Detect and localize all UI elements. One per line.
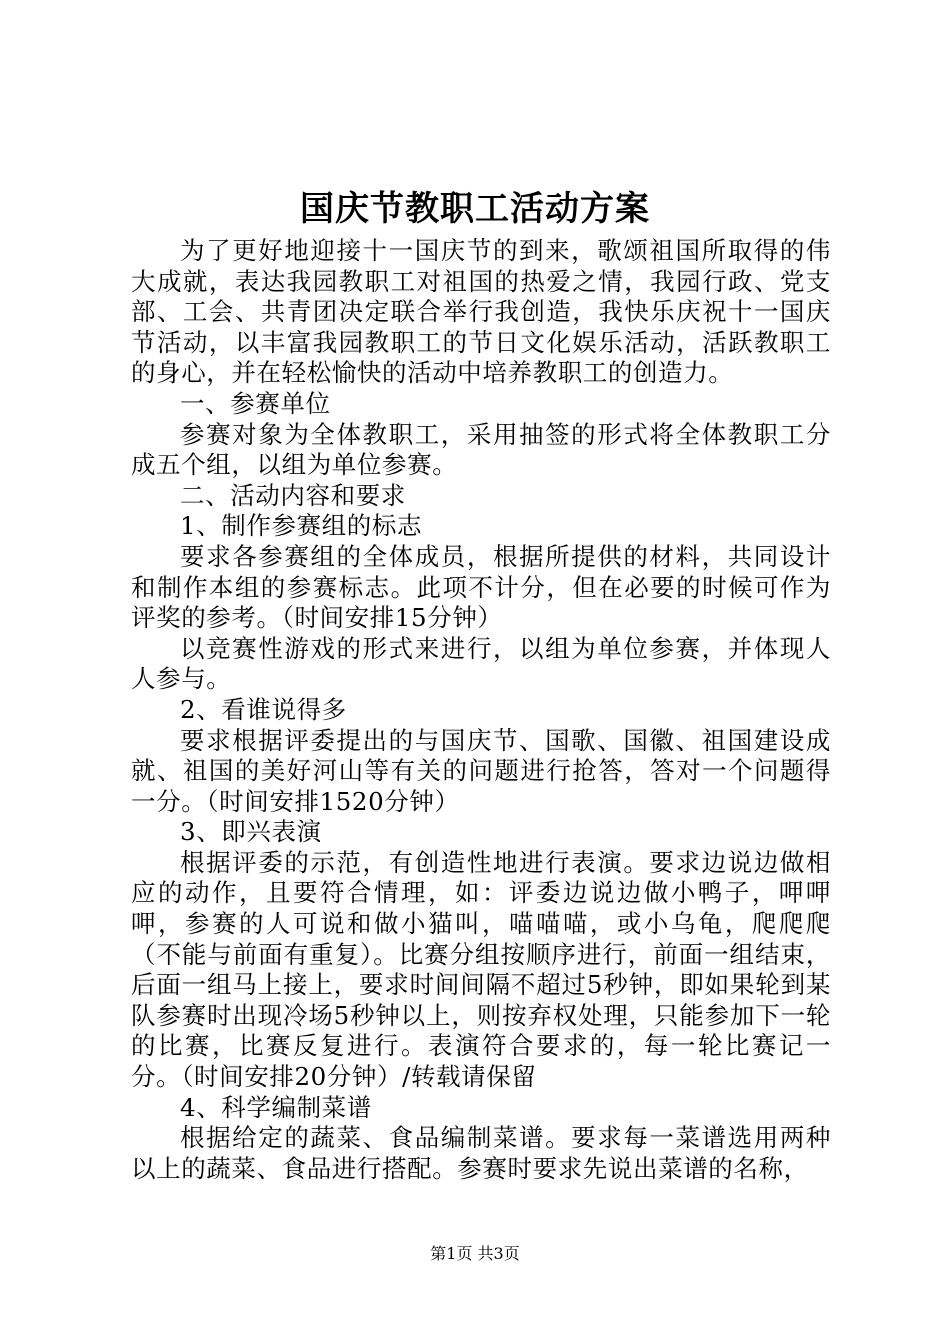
- page-footer: 第1页 共3页: [430, 1244, 520, 1263]
- paragraph-performance: 根据评委的示范，有创造性地进行表演。要求边说边做相应的动作，且要符合情理，如：评委边说边做小鸭子，呷呷呷，参赛的人可说和做小猫叫，喵喵喵，或小乌龟，爬爬爬（不能与前面有重复）。比赛分组按顺序进行，前面一组结束，后面一组马上接上，要求时间间隔不超过5秒钟，即如果轮到某队参赛时出现冷场5秒钟以上，则按弃权处理，只能参加下一轮的比赛，比赛反复进行。表演符合要求的，每一轮比赛记一分。（时间安排20分钟）/转载请保留: [131, 847, 831, 1092]
- section-heading-participants: 一、参赛单位: [180, 388, 331, 418]
- item-heading-quiz: 2、看谁说得多: [180, 694, 347, 724]
- item-heading-logo: 1、制作参赛组的标志: [180, 511, 423, 541]
- item-heading-performance: 3、即兴表演: [180, 817, 322, 847]
- section-heading-content: 二、活动内容和要求: [180, 480, 406, 510]
- document-title: 国庆节教职工活动方案: [300, 189, 650, 229]
- paragraph-game-format: 以竞赛性游戏的形式来进行，以组为单位参赛，并体现人人参与。: [131, 633, 831, 694]
- paragraph-intro: 为了更好地迎接十一国庆节的到来，歌颂祖国所取得的伟大成就，表达我园教职工对祖国的热爱之情，我园行政、党支部、工会、共青团决定联合举行我创造，我快乐庆祝十一国庆节活动，以丰富我园教职工的节日文化娱乐活动，活跃教职工的身心，并在轻松愉快的活动中培养教职工的创造力。: [131, 236, 831, 388]
- item-heading-menu: 4、科学编制菜谱: [180, 1092, 372, 1122]
- paragraph-quiz: 要求根据评委提出的与国庆节、国歌、国徽、祖国建设成就、祖国的美好河山等有关的问题进行抢答，答对一个问题得一分。（时间安排1520分钟）: [131, 725, 831, 816]
- paragraph-participants: 参赛对象为全体教职工，采用抽签的形式将全体教职工分成五个组，以组为单位参赛。: [131, 419, 831, 480]
- paragraph-menu: 根据给定的蔬菜、食品编制菜谱。要求每一菜谱选用两种以上的蔬菜、食品进行搭配。参赛时要求先说出菜谱的名称，: [131, 1123, 831, 1183]
- document-body: [131, 236, 831, 1184]
- paragraph-logo: 要求各参赛组的全体成员，根据所提供的材料，共同设计和制作本组的参赛标志。此项不计分，但在必要的时候可作为评奖的参考。（时间安排15分钟）: [131, 541, 831, 633]
